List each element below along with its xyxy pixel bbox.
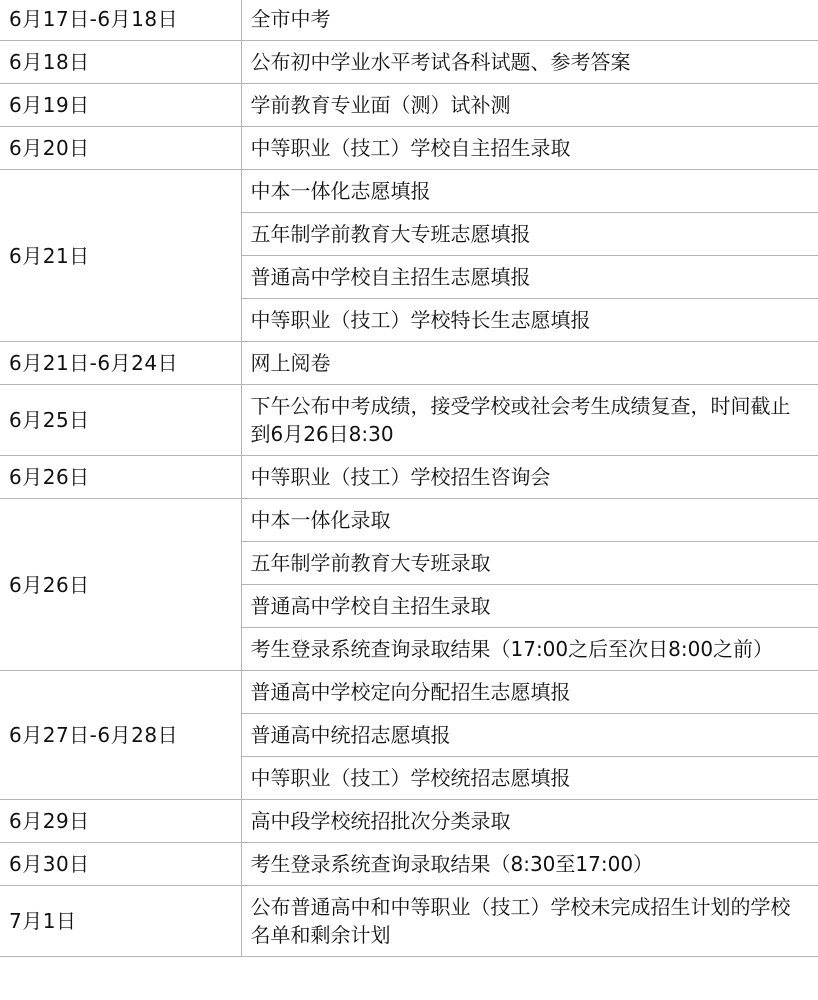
table-row bbox=[0, 84, 818, 127]
table-row bbox=[0, 671, 818, 714]
date-cell: 6月29日 bbox=[0, 800, 241, 843]
event-cell: 中等职业（技工）学校统招志愿填报 bbox=[241, 757, 818, 800]
date-cell: 6月26日 bbox=[0, 456, 241, 499]
event-cell: 下午公布中考成绩，接受学校或社会考生成绩复查，时间截止到6月26日8:30 bbox=[241, 385, 818, 456]
event-cell: 五年制学前教育大专班志愿填报 bbox=[241, 213, 818, 256]
date-cell: 6月21日-6月24日 bbox=[0, 342, 241, 385]
event-cell: 公布普通高中和中等职业（技工）学校未完成招生计划的学校名单和剩余计划 bbox=[241, 886, 818, 957]
event-cell: 普通高中统招志愿填报 bbox=[241, 714, 818, 757]
date-cell: 6月25日 bbox=[0, 385, 241, 456]
table-row bbox=[0, 800, 818, 843]
event-cell: 普通高中学校自主招生志愿填报 bbox=[241, 256, 818, 299]
date-cell: 6月18日 bbox=[0, 41, 241, 84]
table-row bbox=[0, 127, 818, 170]
date-cell: 6月30日 bbox=[0, 843, 241, 886]
event-cell: 考生登录系统查询录取结果（8:30至17:00） bbox=[241, 843, 818, 886]
date-cell: 6月20日 bbox=[0, 127, 241, 170]
event-cell: 中等职业（技工）学校招生咨询会 bbox=[241, 456, 818, 499]
event-cell: 全市中考 bbox=[241, 0, 818, 41]
table-row bbox=[0, 886, 818, 957]
event-cell: 五年制学前教育大专班录取 bbox=[241, 542, 818, 585]
event-cell: 公布初中学业水平考试各科试题、参考答案 bbox=[241, 41, 818, 84]
table-row bbox=[0, 41, 818, 84]
event-cell: 普通高中学校定向分配招生志愿填报 bbox=[241, 671, 818, 714]
event-cell: 中本一体化志愿填报 bbox=[241, 170, 818, 213]
table-row bbox=[0, 456, 818, 499]
table-row bbox=[0, 342, 818, 385]
event-cell: 普通高中学校自主招生录取 bbox=[241, 585, 818, 628]
event-cell: 考生登录系统查询录取结果（17:00之后至次日8:00之前） bbox=[241, 628, 818, 671]
event-cell: 中等职业（技工）学校自主招生录取 bbox=[241, 127, 818, 170]
date-cell: 6月17日-6月18日 bbox=[0, 0, 241, 41]
table-row bbox=[0, 170, 818, 213]
event-cell: 网上阅卷 bbox=[241, 342, 818, 385]
date-cell: 6月27日-6月28日 bbox=[0, 671, 241, 800]
table-row bbox=[0, 843, 818, 886]
table-row bbox=[0, 0, 818, 41]
date-cell: 6月26日 bbox=[0, 499, 241, 671]
table-row bbox=[0, 385, 818, 456]
event-cell: 学前教育专业面（测）试补测 bbox=[241, 84, 818, 127]
date-cell: 6月21日 bbox=[0, 170, 241, 342]
date-cell: 7月1日 bbox=[0, 886, 241, 957]
event-cell: 中本一体化录取 bbox=[241, 499, 818, 542]
date-cell: 6月19日 bbox=[0, 84, 241, 127]
event-cell: 中等职业（技工）学校特长生志愿填报 bbox=[241, 299, 818, 342]
table-row bbox=[0, 499, 818, 542]
event-cell: 高中段学校统招批次分类录取 bbox=[241, 800, 818, 843]
